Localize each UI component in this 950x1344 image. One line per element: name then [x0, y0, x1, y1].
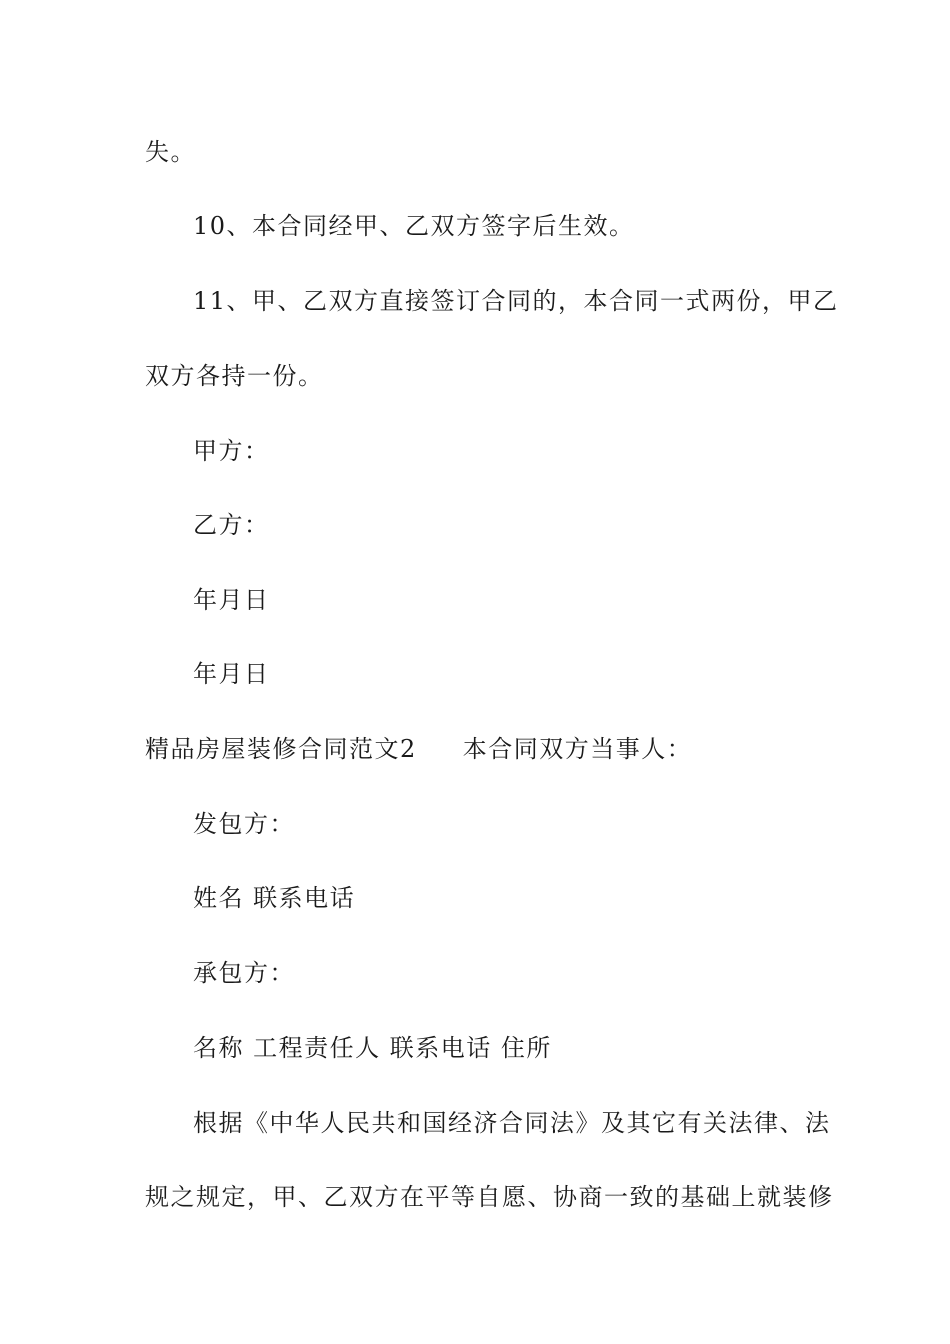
party-b-label: 乙方：: [193, 511, 270, 539]
paragraph-line: 失。: [145, 138, 196, 166]
employer-fields: 姓名 联系电话: [193, 884, 356, 912]
paragraph-line: 规之规定，甲、乙双方在平等自愿、协商一致的基础上就装修: [145, 1183, 834, 1211]
contractor-fields: 名称 工程责任人 联系电话 住所: [193, 1034, 552, 1062]
contractor-label: 承包方：: [193, 959, 295, 987]
section-title: 精品房屋装修合同范文2: [145, 735, 417, 763]
paragraph-line: 根据《中华人民共和国经济合同法》及其它有关法律、法: [193, 1109, 831, 1137]
employer-label: 发包方：: [193, 810, 295, 838]
parties-intro: 本合同双方当事人：: [462, 735, 693, 763]
date-line: 年月日: [193, 660, 270, 688]
date-line: 年月日: [193, 586, 270, 614]
party-a-label: 甲方：: [193, 437, 270, 465]
section-heading: [145, 734, 805, 764]
paragraph-line: 双方各持一份。: [145, 362, 324, 390]
clause-11: 11、甲、乙双方直接签订合同的，本合同一式两份，甲乙: [193, 287, 839, 315]
clause-10: 10、本合同经甲、乙双方签字后生效。: [193, 212, 635, 240]
